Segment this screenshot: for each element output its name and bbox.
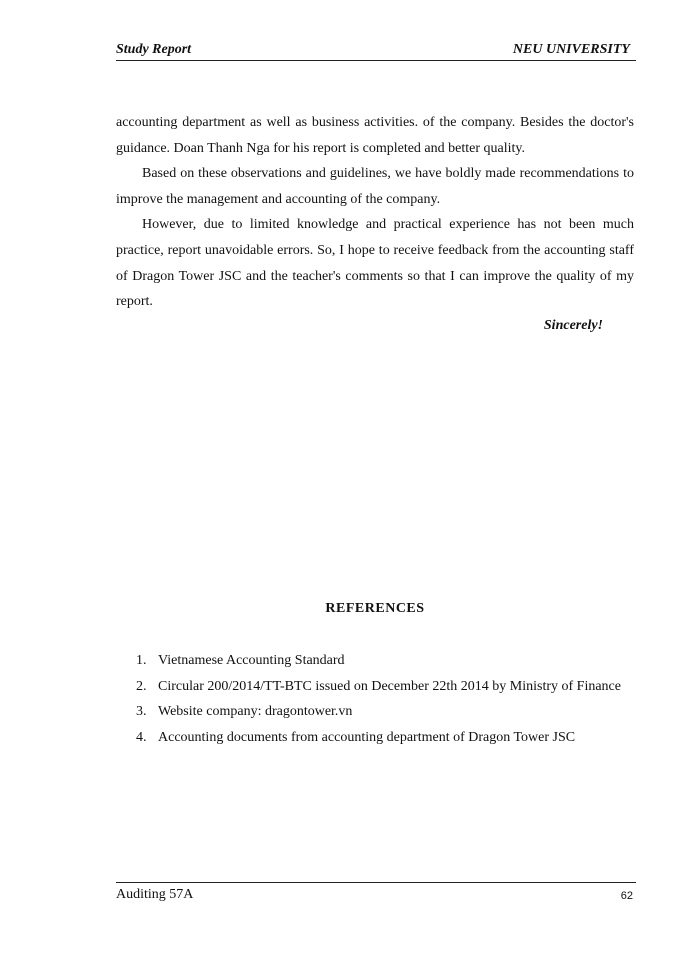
footer-class-label: Auditing 57A — [116, 887, 194, 902]
reference-text: Website company: dragontower.vn — [158, 704, 353, 720]
reference-text: Vietnamese Accounting Standard — [158, 653, 345, 668]
reference-number: 4. — [136, 729, 147, 745]
paragraph-1: accounting department as well as business activities. of the company. Besides the doctor's guidance. Doan Thanh Nga for his report is completed and better quality. — [116, 115, 634, 156]
reference-text: Accounting documents from accounting department of Dragon Tower JSC — [158, 729, 576, 745]
reference-item — [116, 699, 634, 725]
header-title: Study Report — [116, 42, 192, 57]
page-footer — [116, 882, 636, 907]
references-title: REFERENCES — [325, 601, 425, 616]
header-institution: NEU UNIVERSITY — [512, 42, 630, 57]
page-number: 62 — [620, 890, 633, 902]
reference-number: 1. — [136, 653, 147, 668]
reference-text: Circular 200/2014/TT-BTC issued on December 22th 2014 by Ministry of Finance — [158, 678, 621, 694]
paragraph-3: However, due to limited knowledge and practical experience has not been much practice, report unavoidable errors. So, I hope to receive feedback from the accounting staff of Dragon Tower JSC and the teacher's comments so that I can improve the quality of my report. — [116, 217, 634, 310]
reference-number: 3. — [136, 704, 147, 720]
paragraph-2: Based on these observations and guidelines, we have boldly made recommendations to improve the management and accounting of the company. — [116, 166, 634, 207]
body-text — [116, 110, 634, 315]
references-list — [116, 648, 634, 750]
closing-salutation: Sincerely! — [543, 318, 603, 333]
page-header — [116, 40, 636, 61]
reference-item — [116, 725, 634, 751]
reference-item — [116, 648, 634, 674]
reference-item — [116, 674, 634, 700]
reference-number: 2. — [136, 678, 147, 694]
